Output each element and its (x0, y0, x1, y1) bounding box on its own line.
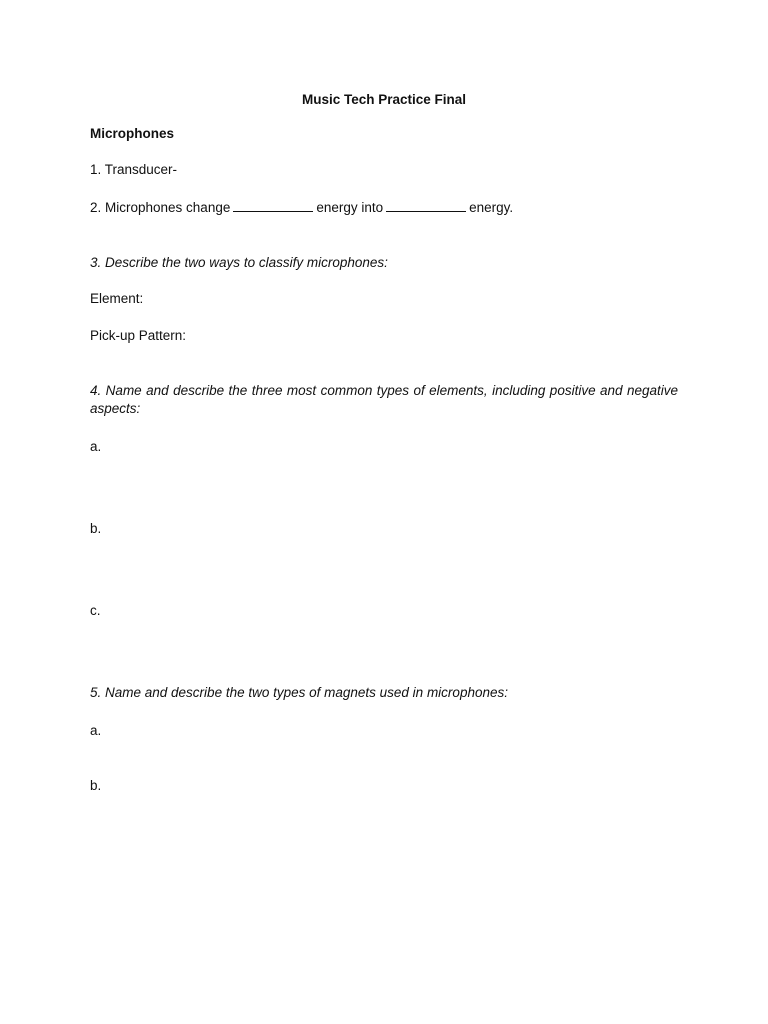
fill-in-blank-2[interactable] (386, 199, 466, 212)
element-label: Element: (90, 291, 144, 306)
section-heading: Microphones (90, 126, 175, 141)
question-3-prompt: 3. Describe the two ways to classify microphones: (90, 255, 388, 270)
question-5-option-a: a. (90, 723, 102, 738)
question-4-prompt: 4. Name and describe the three most common types of elements, including positive and negative aspects: (90, 383, 678, 416)
question-4-option-a: a. (90, 439, 102, 454)
question-2-part-3: energy. (469, 200, 514, 215)
question-2 (90, 199, 513, 217)
question-1: 1. Transducer- (90, 162, 178, 177)
question-5-prompt: 5. Name and describe the two types of magnets used in microphones: (90, 685, 508, 700)
question-2-part-2: energy into (316, 200, 384, 215)
pickup-pattern-label: Pick-up Pattern: (90, 328, 187, 343)
question-4-option-c: c. (90, 603, 101, 618)
document-title: Music Tech Practice Final (301, 92, 467, 107)
question-5-option-b: b. (90, 778, 102, 793)
fill-in-blank-1[interactable] (233, 199, 313, 212)
question-4-option-b: b. (90, 521, 102, 536)
question-2-part-1: 2. Microphones change (90, 200, 231, 215)
